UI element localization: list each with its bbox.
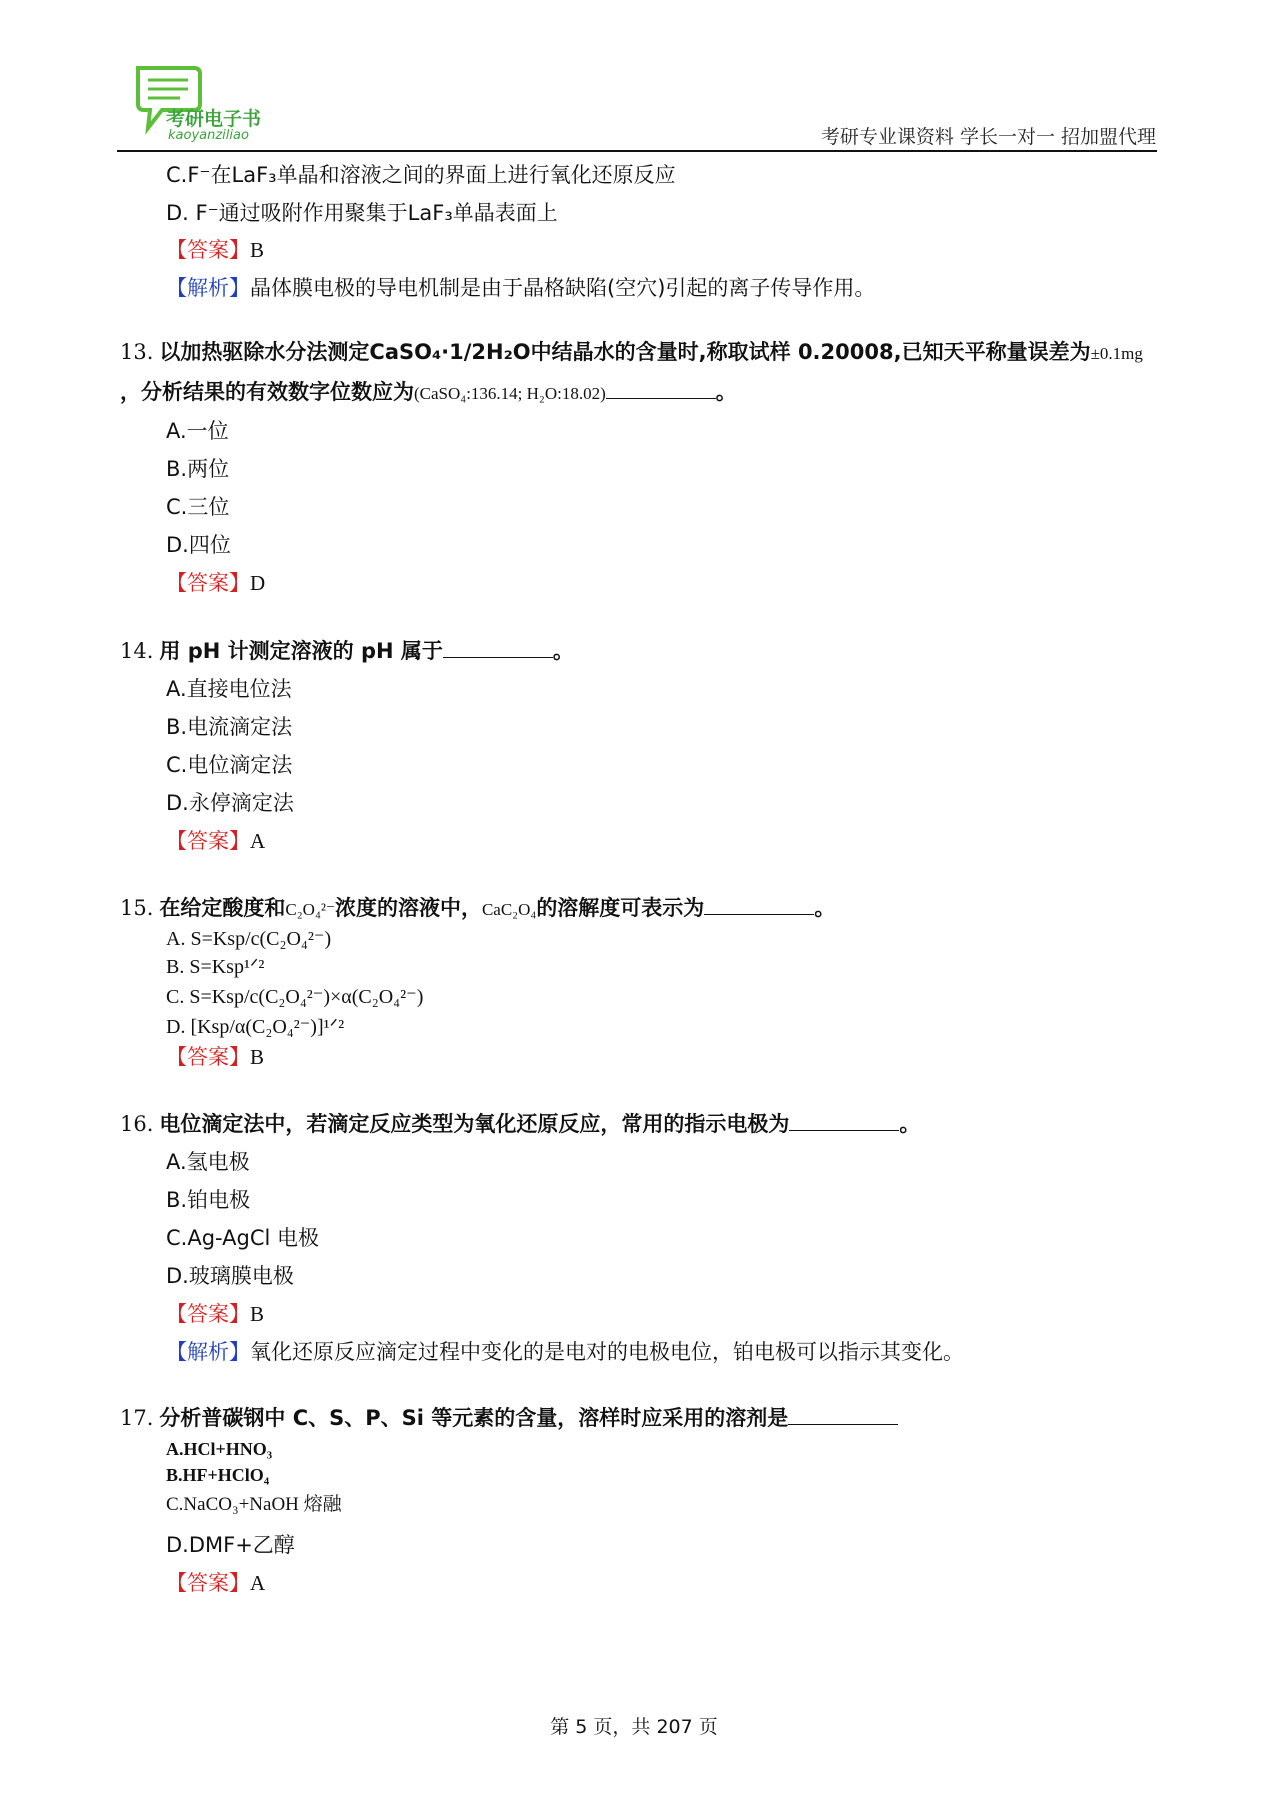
q13-molar-masses: (CaSO₄:136.14; H₂O:18.02) — [414, 384, 606, 403]
q17-option-d: D.DMF+乙醇 — [166, 1533, 295, 1557]
q14-stem-end: 。 — [552, 639, 574, 663]
logo-subtitle: kaoyanziliao — [168, 128, 249, 143]
question-number: 14. — [120, 639, 154, 663]
explanation-text: 氧化还原反应滴定过程中变化的是电对的电极电位，铂电极可以指示其变化。 — [250, 1340, 964, 1364]
answer-blank — [788, 1404, 898, 1425]
q15-stem — [120, 894, 835, 924]
q15-option-c: C. S=Ksp/c(C₂O₄²⁻)×α(C₂O₄²⁻) — [166, 986, 424, 1008]
answer-blank — [443, 637, 553, 658]
q15-option-a: A. S=Ksp/c(C₂O₄²⁻) — [166, 928, 332, 950]
explanation-text: 晶体膜电极的导电机制是由于晶格缺陷(空穴)引起的离子传导作用。 — [250, 276, 876, 300]
answer-value: B — [250, 1045, 265, 1069]
q15-option-d: D. [Ksp/α(C₂O₄²⁻)]¹ᐟ² — [166, 1016, 345, 1038]
q16-answer — [166, 1301, 264, 1327]
q13-option-c: C.三位 — [166, 495, 230, 519]
q16-stem — [120, 1110, 920, 1138]
answer-value: B — [250, 238, 265, 262]
q13-stem-line2 — [120, 378, 737, 408]
logo — [134, 64, 284, 148]
q13-stem-line1 — [120, 338, 1143, 368]
q15-stem-end: 。 — [814, 896, 836, 920]
q17-stem-text: 分析普碳钢中 C、S、P、Si 等元素的含量，溶样时应采用的溶剂是 — [159, 1406, 789, 1430]
header-divider — [117, 150, 1157, 152]
q12-answer — [166, 237, 264, 263]
page-footer: 第 5 页，共 207 页 — [550, 1716, 718, 1738]
q16-stem-text: 电位滴定法中，若滴定反应类型为氧化还原反应，常用的指示电极为 — [159, 1112, 790, 1136]
answer-value: A — [250, 829, 266, 853]
answer-value: B — [250, 1302, 265, 1326]
header-tagline: 考研专业课资料 学长一对一 招加盟代理 — [820, 126, 1156, 148]
q15-calcium-oxalate: CaC₂O₄ — [481, 900, 537, 919]
q16-option-c: C.Ag-AgCl 电极 — [166, 1226, 320, 1250]
q15-stem-text-c: 浓度的溶液中， — [334, 896, 482, 920]
q13-option-d: D.四位 — [166, 533, 231, 557]
q12-option-d: D. F⁻通过吸附作用聚集于LaF₃单晶表面上 — [166, 201, 558, 225]
answer-value: D — [250, 571, 266, 595]
answer-blank — [704, 894, 814, 915]
answer-tag: 【答案】 — [166, 829, 250, 853]
question-number: 16. — [120, 1112, 154, 1136]
q17-stem — [120, 1404, 898, 1432]
q16-option-d: D.玻璃膜电极 — [166, 1264, 294, 1288]
q16-option-b: B.铂电极 — [166, 1188, 251, 1212]
q14-option-c: C.电位滴定法 — [166, 753, 293, 777]
q15-option-b: B. S=Ksp¹ᐟ² — [166, 956, 265, 978]
answer-tag: 【答案】 — [166, 1571, 250, 1595]
question-number: 15. — [120, 896, 154, 920]
q14-stem-text: 用 pH 计测定溶液的 pH 属于 — [159, 639, 443, 663]
q15-answer — [166, 1044, 264, 1070]
answer-blank — [606, 378, 716, 399]
answer-tag: 【答案】 — [166, 1045, 250, 1069]
question-number: 13. — [120, 340, 154, 364]
answer-tag: 【答案】 — [166, 571, 250, 595]
q13-option-a: A.一位 — [166, 419, 229, 443]
q17-option-a: A.HCl+HNO₃ — [166, 1439, 273, 1459]
q13-answer — [166, 570, 265, 596]
q16-stem-end: 。 — [899, 1112, 921, 1136]
explanation-tag: 【解析】 — [166, 1340, 250, 1364]
q15-oxalate-ion: C₂O₄²⁻ — [285, 900, 335, 919]
q14-option-a: A.直接电位法 — [166, 677, 292, 701]
q12-option-c: C.F⁻在LaF₃单晶和溶液之间的界面上进行氧化还原反应 — [166, 163, 676, 187]
q13-stem-tail: ±0.1mg — [1090, 344, 1143, 363]
q17-answer — [166, 1570, 265, 1596]
q14-answer — [166, 828, 265, 854]
q13-stem-end: 。 — [715, 380, 737, 404]
q15-stem-text-a: 在给定酸度和 — [159, 896, 286, 920]
q17-option-c: C.NaCO₃+NaOH 熔融 — [166, 1494, 342, 1515]
q15-stem-text-e: 的溶解度可表示为 — [536, 896, 705, 920]
q16-option-a: A.氢电极 — [166, 1150, 250, 1174]
answer-tag: 【答案】 — [166, 238, 250, 262]
q14-option-b: B.电流滴定法 — [166, 715, 293, 739]
q14-option-d: D.永停滴定法 — [166, 791, 294, 815]
explanation-tag: 【解析】 — [166, 276, 250, 300]
answer-tag: 【答案】 — [166, 1302, 250, 1326]
q13-stem-text-2: ，分析结果的有效数字位数应为 — [120, 380, 414, 404]
logo-text: 考研电子书 — [166, 108, 262, 130]
answer-blank — [789, 1110, 899, 1131]
answer-value: A — [250, 1571, 266, 1595]
q14-stem — [120, 637, 574, 665]
q12-explanation — [166, 275, 875, 301]
q17-option-b: B.HF+HClO₄ — [166, 1465, 270, 1485]
q13-stem-text: 以加热驱除水分法测定CaSO₄·1/2H₂O中结晶水的含量时,称取试样 0.20008,已知天平称量误差为 — [159, 340, 1091, 364]
question-number: 17. — [120, 1406, 154, 1430]
q13-option-b: B.两位 — [166, 457, 230, 481]
q16-explanation — [166, 1339, 964, 1365]
